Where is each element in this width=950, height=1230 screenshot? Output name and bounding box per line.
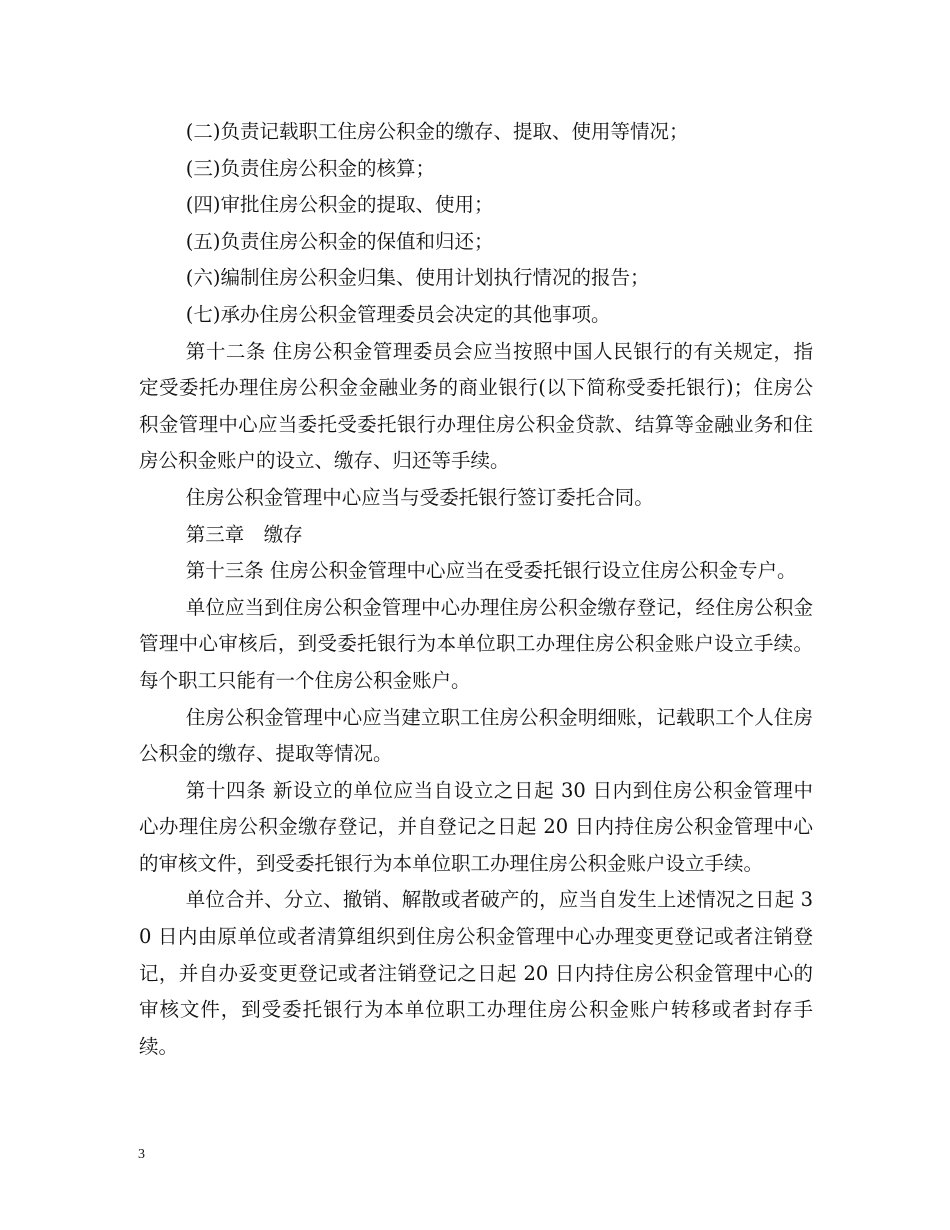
paragraph: (四)审批住房公积金的提取、使用； xyxy=(185,193,494,217)
paragraph: (五)负责住房公积金的保值和归还； xyxy=(185,229,494,253)
paragraph: (七)承办住房公积金管理委员会决定的其他事项。 xyxy=(185,302,611,326)
article-14-paragraph: 第十四条 新设立的单位应当自设立之日起 30 日内到住房公积金管理中心办理住房公积金缴存登记，并自登记之日起 20 日内持住房公积金管理中心的审核文件，到受委托银行为本单位职工办理住房公积金账户设立手续。 xyxy=(139,778,813,875)
paragraph: (二)负责记载职工住房公积金的缴存、提取、使用等情况； xyxy=(185,120,689,143)
paragraph: 住房公积金管理中心应当与受委托银行签订委托合同。 xyxy=(185,485,654,509)
paragraph: 住房公积金管理中心应当建立职工住房公积金明细账，记载职工个人住房公积金的缴存、提取等情况。 xyxy=(139,705,813,766)
paragraph: 单位应当到住房公积金管理中心办理住房公积金缴存登记，经住房公积金管理中心审核后，到受委托银行为本单位职工办理住房公积金账户设立手续。每个职工只能有一个住房公积金账户。 xyxy=(139,595,813,692)
paragraph: (三)负责住房公积金的核算； xyxy=(185,156,436,180)
document-body xyxy=(139,114,813,1065)
article-13-paragraph: 第十三条 住房公积金管理中心应当在受委托银行设立住房公积金专户。 xyxy=(185,559,797,583)
chapter-heading: 第三章 缴存 xyxy=(185,522,303,546)
paragraph: 单位合并、分立、撤销、解散或者破产的，应当自发生上述情况之日起 30 日内由原单位或者清算组织到住房公积金管理中心办理变更登记或者注销登记，并自办妥变更登记或者注销登记之日起 20 日内持住房公积金管理中心的审核文件，到受委托银行为本单位职工办理住房公积金账户转移或者封存手续。 xyxy=(139,888,813,1058)
article-12-paragraph: 第十二条 住房公积金管理委员会应当按照中国人民银行的有关规定，指定受委托办理住房公积金金融业务的商业银行(以下简称受委托银行)；住房公积金管理中心应当委托受委托银行办理住房公积金贷款、结算等金融业务和住房公积金账户的设立、缴存、归还等手续。 xyxy=(139,339,813,473)
paragraph: (六)编制住房公积金归集、使用计划执行情况的报告； xyxy=(185,266,650,290)
page-number: 3 xyxy=(138,1147,145,1162)
